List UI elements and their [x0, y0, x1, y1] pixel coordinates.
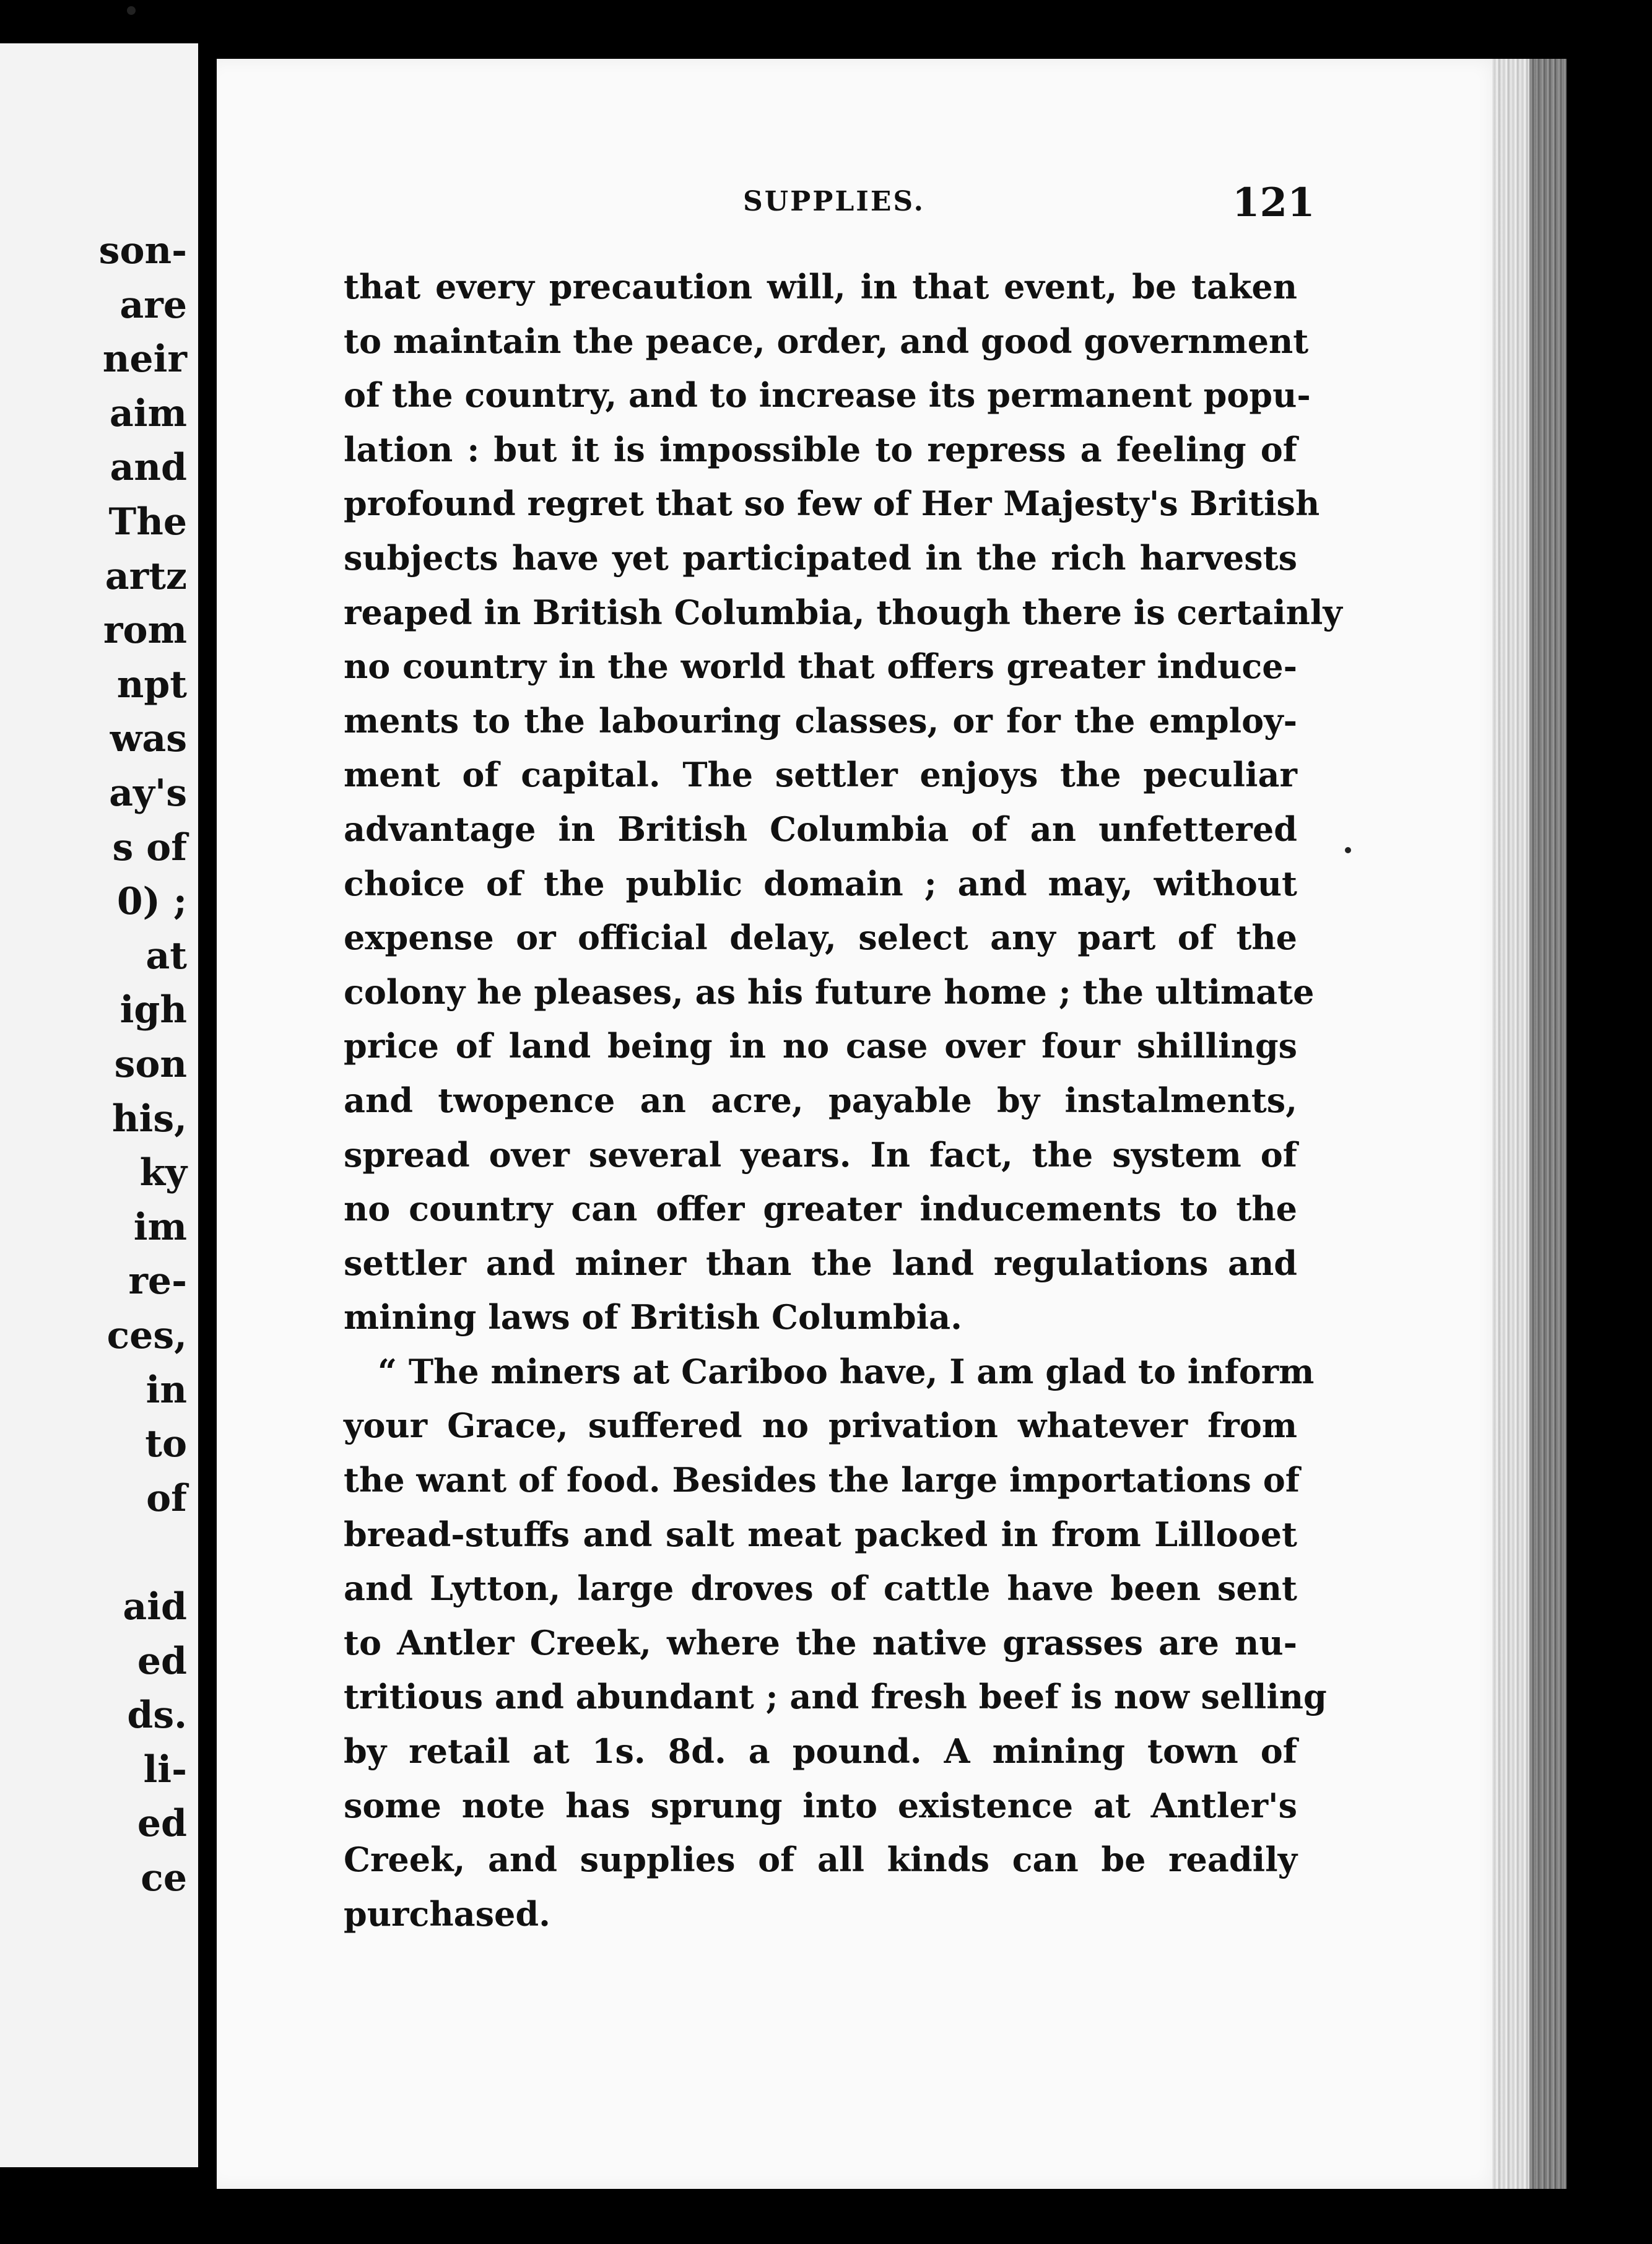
- page-number: 121: [1232, 180, 1315, 226]
- previous-page-text-fragment: son: [114, 1043, 187, 1086]
- text-line: settler and miner than the land regulations and: [344, 1243, 1297, 1283]
- text-line: and Lytton, large droves of cattle have been sent: [344, 1568, 1297, 1609]
- ink-speck: [1345, 847, 1351, 853]
- previous-page-text-fragment: his,: [111, 1097, 187, 1141]
- previous-page-text-fragment: li-: [143, 1747, 187, 1791]
- previous-page-text-fragment: of: [146, 1476, 187, 1520]
- text-line: by retail at 1s. 8d. a pound. A mining town of: [344, 1731, 1297, 1772]
- body-text: [344, 260, 1342, 1941]
- text-line: ment of capital. The settler enjoys the peculiar: [344, 755, 1297, 795]
- book-gutter: [198, 0, 217, 2244]
- text-line: to Antler Creek, where the native grasses are nu-: [344, 1622, 1297, 1663]
- previous-page-text-fragment: npt: [116, 663, 187, 707]
- previous-page-text-fragment: ces,: [107, 1314, 187, 1357]
- previous-page-text-fragment: was: [110, 717, 187, 761]
- previous-page-text-fragment: and: [110, 446, 187, 490]
- previous-page-text-fragment: im: [133, 1205, 187, 1249]
- text-line: of the country, and to increase its permanent popu-: [344, 375, 1311, 415]
- previous-page-text-fragment: aim: [109, 391, 187, 435]
- previous-page-text-fragment: in: [146, 1368, 187, 1412]
- previous-page-text-fragment: are: [120, 283, 187, 327]
- text-line: choice of the public domain ; and may, without: [344, 863, 1297, 903]
- text-line: purchased.: [344, 1894, 550, 1934]
- previous-page-text-fragment: The: [108, 500, 187, 544]
- previous-page-text-fragment: 0) ;: [116, 880, 187, 924]
- previous-page-text-fragment: rom: [103, 609, 187, 653]
- page-block-shadow: [1529, 59, 1567, 2189]
- ink-speck: [127, 6, 136, 15]
- previous-page-text-fragment: igh: [120, 988, 187, 1032]
- previous-page-text-fragment: at: [146, 934, 187, 978]
- text-line: tritious and abundant ; and fresh beef is now selling: [344, 1677, 1327, 1717]
- previous-page-text-fragment: ed: [137, 1639, 187, 1683]
- text-line: some note has sprung into existence at Antler's: [344, 1785, 1297, 1825]
- previous-page-text-fragment: s of: [112, 825, 187, 869]
- text-line: your Grace, suffered no privation whatever from: [344, 1406, 1297, 1446]
- previous-page-text-fragment: re-: [128, 1259, 187, 1303]
- previous-page-text-fragment: ed: [137, 1802, 187, 1846]
- previous-page-fragment: [0, 43, 198, 2167]
- text-line: price of land being in no case over four shillings: [344, 1026, 1297, 1066]
- previous-page-text-fragment: ds.: [127, 1694, 187, 1737]
- previous-page-text-fragment: son-: [98, 229, 187, 272]
- previous-page-text-fragment: artz: [105, 554, 187, 598]
- paragraph-2: [344, 1345, 1327, 1942]
- text-line: colony he pleases, as his future home ; the ultimate: [344, 972, 1315, 1012]
- text-line: the want of food. Besides the large importations of: [344, 1460, 1300, 1500]
- text-line: subjects have yet participated in the rich harvests: [344, 537, 1297, 578]
- text-line: ments to the labouring classes, or for the employ-: [344, 700, 1297, 741]
- text-line: “ The miners at Cariboo have, I am glad to inform: [378, 1351, 1315, 1391]
- previous-page-text-fragment: ay's: [109, 772, 187, 815]
- text-line: advantage in British Columbia of an unfettered: [344, 809, 1297, 849]
- text-line: lation : but it is impossible to repress a feeling of: [344, 429, 1297, 469]
- text-line: and twopence an acre, payable by instalments,: [344, 1080, 1297, 1120]
- text-line: no country can offer greater inducements to the: [344, 1189, 1297, 1229]
- text-line: mining laws of British Columbia.: [344, 1297, 962, 1337]
- previous-page-text-fragment: to: [145, 1422, 187, 1466]
- running-head: SUPPLIES.: [743, 186, 925, 217]
- text-line: spread over several years. In fact, the system of: [344, 1134, 1297, 1175]
- text-line: to maintain the peace, order, and good government: [344, 321, 1309, 361]
- previous-page-text-fragment: neir: [102, 337, 187, 381]
- text-line: profound regret that so few of Her Majesty's British: [344, 484, 1320, 524]
- previous-page-text-fragment: aid: [123, 1585, 187, 1629]
- text-line: bread-stuffs and salt meat packed in from Lillooet: [344, 1514, 1297, 1554]
- paragraph-1: [344, 260, 1342, 1345]
- previous-page-text-fragment: ce: [141, 1856, 187, 1900]
- text-line: no country in the world that offers greater induce-: [344, 646, 1297, 687]
- text-line: that every precaution will, in that event, be taken: [344, 267, 1297, 307]
- text-line: Creek, and supplies of all kinds can be readily: [344, 1840, 1297, 1880]
- text-line: reaped in British Columbia, though there is certainly: [344, 592, 1342, 632]
- previous-page-text-fragment: ky: [139, 1151, 187, 1195]
- text-line: expense or official delay, select any part of the: [344, 918, 1297, 958]
